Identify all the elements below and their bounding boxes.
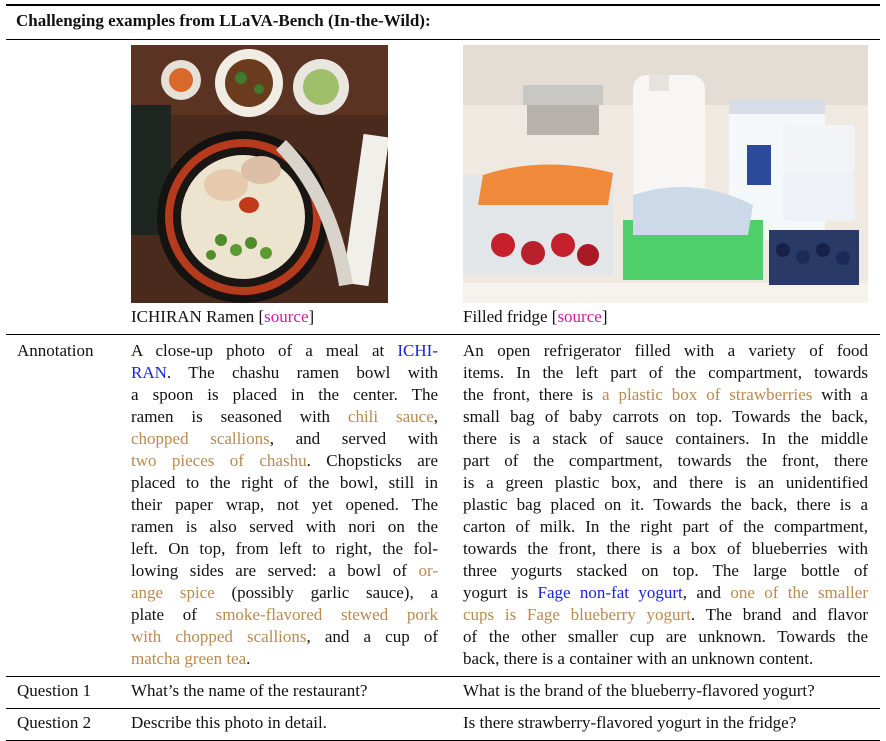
highlighted-phrase: with chopped scallions [131, 627, 307, 646]
annotation-line [131, 494, 438, 516]
ramen-annotation [131, 340, 438, 670]
fridge-caption-text: Filled fridge [463, 307, 548, 326]
question2-label: Question 2 [17, 713, 92, 732]
question1-fridge: What is the brand of the blueberry-flavored yogurt? [463, 681, 815, 700]
text-segment: items. In the left part of the compartment, towards [463, 363, 868, 382]
table-title: Challenging examples from LLaVA-Bench (In-the-Wild): [16, 11, 431, 30]
highlighted-phrase: ange spice [131, 583, 215, 602]
text-segment: , and [682, 583, 731, 602]
annotation-line [131, 538, 438, 560]
text-segment: . [246, 649, 251, 668]
top-rule [6, 4, 880, 6]
question1-rule [6, 676, 880, 677]
annotation-line [131, 626, 438, 648]
question2-ramen: Describe this photo in detail. [131, 713, 327, 732]
text-segment: , and served with [269, 429, 438, 448]
annotation-line [463, 362, 868, 384]
annotation-line [131, 648, 438, 670]
annotation-line [463, 472, 868, 494]
text-segment: , [433, 407, 438, 426]
highlighted-phrase: cups is Fage blueberry yogurt [463, 605, 691, 624]
text-segment: with a [812, 385, 868, 404]
annotation-line [131, 428, 438, 450]
annotation-line [463, 494, 868, 516]
header-rule [6, 39, 880, 40]
text-segment: back, there is a container with an unknown content. [463, 649, 814, 668]
fridge-caption: Filled fridge [source] [463, 307, 608, 326]
text-segment: lowing sides are served: a bowl of [131, 561, 419, 580]
question1-ramen: What’s the name of the restaurant? [131, 681, 368, 700]
annotation-line [131, 582, 438, 604]
highlighted-phrase: a plastic box of strawberries [602, 385, 813, 404]
annotation-line [463, 516, 868, 538]
text-segment: . The brand and flavor [690, 605, 868, 624]
text-segment: towards the front, there is a box of blueberries with [463, 539, 868, 558]
linked-phrase[interactable]: RAN [131, 363, 167, 382]
text-segment: . The chashu ramen bowl with [166, 363, 438, 382]
annotation-line [131, 450, 438, 472]
text-segment: is a green plastic box, and there is an unidentified [463, 473, 868, 492]
text-segment: ramen is seasoned with [131, 407, 348, 426]
question2-fridge: Is there strawberry-flavored yogurt in the fridge? [463, 713, 797, 732]
text-segment: left. On top, from left to right, the fol- [131, 539, 438, 558]
linked-phrase[interactable]: Fage non-fat yogurt [537, 583, 683, 602]
text-segment: plate of [131, 605, 216, 624]
fridge-annotation [463, 340, 868, 670]
text-segment: yogurt is [463, 583, 538, 602]
text-segment: there is a stack of sauce containers. In the middle [463, 429, 868, 448]
ramen-source-link[interactable]: source [264, 307, 309, 326]
annotation-line [463, 450, 868, 472]
highlighted-phrase: chili sauce [347, 407, 434, 426]
text-segment: . Chopsticks are [306, 451, 438, 470]
annotation-line [463, 626, 868, 648]
annotation-line [131, 406, 438, 428]
text-segment: (possibly garlic sauce), a [214, 583, 438, 602]
annotation-line [463, 384, 868, 406]
annotation-line [131, 362, 438, 384]
text-segment: part of the compartment, towards the front, there [463, 451, 868, 470]
annotation-line [463, 582, 868, 604]
annotation-line [463, 538, 868, 560]
annotation-line [463, 648, 868, 670]
question1-label: Question 1 [17, 681, 92, 700]
annotation-line [131, 604, 438, 626]
annotation-rule [6, 334, 880, 335]
highlighted-phrase: chopped scallions [131, 429, 270, 448]
ramen-caption: ICHIRAN Ramen [source] [131, 307, 315, 326]
text-segment: their paper wrap, not yet opened. The [131, 495, 438, 514]
text-segment: the front, there is [463, 385, 603, 404]
annotation-label: Annotation [17, 341, 94, 360]
ramen-photo [131, 45, 388, 303]
highlighted-phrase: or- [418, 561, 438, 580]
text-segment: small bag of baby carrots on top. Towards the back, [463, 407, 868, 426]
annotation-line [463, 428, 868, 450]
text-segment: carton of milk. In the right part of the compartment, [463, 517, 868, 536]
text-segment: ramen is also served with nori on the [131, 517, 438, 536]
annotation-line [131, 384, 438, 406]
annotation-line [131, 560, 438, 582]
annotation-line [463, 340, 868, 362]
linked-phrase[interactable]: ICHI- [397, 341, 438, 360]
annotation-line [131, 516, 438, 538]
highlighted-phrase: matcha green tea [131, 649, 247, 668]
fridge-photo [463, 45, 868, 303]
text-segment: three yogurts stacked on top. The large bottle of [463, 561, 868, 580]
highlighted-phrase: two pieces of chashu [131, 451, 307, 470]
text-segment: of the other smaller cup are unknown. Towards the [463, 627, 868, 646]
ramen-caption-text: ICHIRAN Ramen [131, 307, 255, 326]
highlighted-phrase: one of the smaller [730, 583, 868, 602]
fridge-source-link[interactable]: source [557, 307, 602, 326]
text-segment: plastic bag placed on it. Towards the back, there is a [463, 495, 868, 514]
question2-rule [6, 708, 880, 709]
annotation-line [463, 604, 868, 626]
annotation-line [131, 340, 438, 362]
text-segment: A close-up photo of a meal at [131, 341, 398, 360]
text-segment: placed to the right of the bowl, still in [131, 473, 438, 492]
highlighted-phrase: smoke-flavored stewed pork [215, 605, 438, 624]
text-segment: a spoon is placed in the center. The [131, 385, 438, 404]
annotation-line [463, 560, 868, 582]
annotation-line [463, 406, 868, 428]
text-segment: An open refrigerator filled with a variety of food [463, 341, 868, 360]
text-segment: , and a cup of [306, 627, 438, 646]
annotation-line [131, 472, 438, 494]
